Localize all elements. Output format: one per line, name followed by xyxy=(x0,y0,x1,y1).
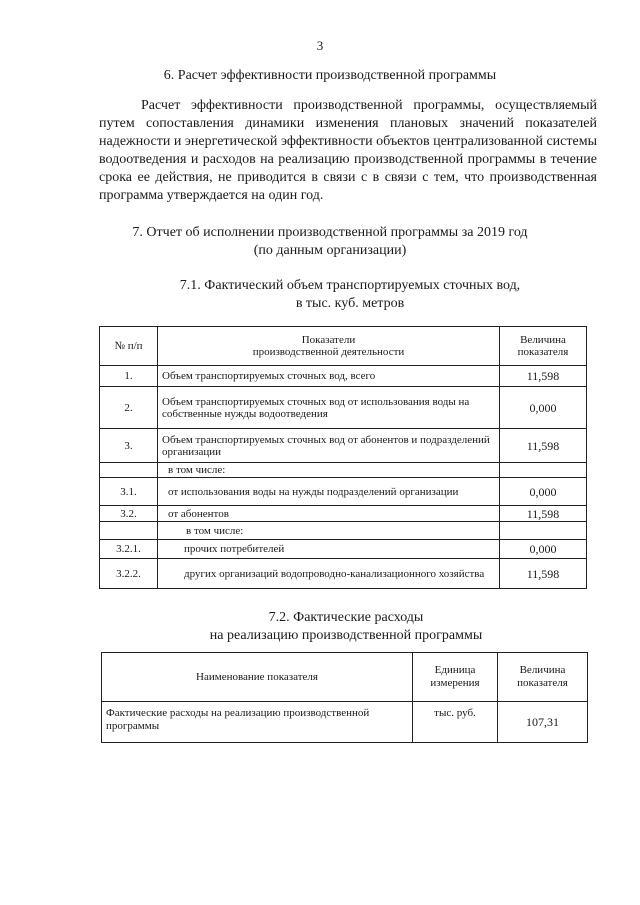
row-text: от абонентов xyxy=(158,506,500,522)
row-text: от использования воды на нужды подразделений организации xyxy=(158,478,500,506)
header-num: № п/п xyxy=(100,327,158,366)
row-value: 11,598 xyxy=(500,559,587,589)
section-7-2-title-line2: на реализацию производственной программы xyxy=(209,628,483,643)
table-row xyxy=(102,702,588,743)
section-7-title xyxy=(60,224,600,260)
row-unit: тыс. руб. xyxy=(413,702,498,743)
row-value: 11,598 xyxy=(500,506,587,522)
row-num: 1. xyxy=(100,366,158,387)
header-value-line2: показателя xyxy=(517,677,568,689)
row-num: 3.2. xyxy=(100,506,158,522)
table-row xyxy=(100,463,587,478)
table-row xyxy=(100,559,587,589)
section-7-2-title-line1: 7.2. Фактические расходы xyxy=(268,610,424,625)
header-unit xyxy=(413,653,498,702)
table-row xyxy=(100,429,587,463)
header-indicator-line2: производственной деятельности xyxy=(252,346,405,358)
row-value xyxy=(500,463,587,478)
section-7-1-title-line2: в тыс. куб. метров xyxy=(295,296,405,311)
row-num: 3. xyxy=(100,429,158,463)
table-header-row xyxy=(100,327,587,366)
section-6-title: 6. Расчет эффективности производственной программы xyxy=(163,68,497,83)
header-value-line2: показателя xyxy=(517,346,569,358)
row-name: Фактические расходы на реализацию производственной программы xyxy=(102,702,413,743)
section-7-2-title xyxy=(76,609,616,645)
header-value-line1: Величина xyxy=(520,334,566,346)
row-num xyxy=(100,522,158,540)
row-value: 107,31 xyxy=(498,702,588,743)
page-number: 3 xyxy=(316,38,324,53)
section-7-1-title xyxy=(80,277,620,313)
row-text: в том числе: xyxy=(158,522,500,540)
section-7-title-line1: 7. Отчет об исполнении производственной программы за 2019 год xyxy=(132,225,528,240)
row-value xyxy=(500,522,587,540)
row-num: 3.1. xyxy=(100,478,158,506)
header-value-line1: Величина xyxy=(519,664,566,676)
header-unit-line2: измерения xyxy=(430,677,480,689)
row-text: прочих потребителей xyxy=(158,540,500,559)
header-indicator xyxy=(158,327,500,366)
row-text: Объем транспортируемых сточных вод от использования воды на собственные нужды водоотведения xyxy=(158,387,500,429)
row-num: 3.2.2. xyxy=(100,559,158,589)
expenses-table xyxy=(101,652,588,743)
row-text: в том числе: xyxy=(158,463,500,478)
table-header-row xyxy=(102,653,588,702)
header-indicator-line1: Показатели xyxy=(301,334,356,346)
header-value xyxy=(500,327,587,366)
section-7-title-line2: (по данным организации) xyxy=(253,243,407,258)
section-7-1-title-line1: 7.1. Фактический объем транспортируемых сточных вод, xyxy=(179,278,521,293)
header-value xyxy=(498,653,588,702)
table-row xyxy=(100,506,587,522)
header-unit-line1: Единица xyxy=(434,664,476,676)
row-value: 11,598 xyxy=(500,429,587,463)
row-text: Объем транспортируемых сточных вод, всего xyxy=(158,366,500,387)
table-row xyxy=(100,522,587,540)
row-value: 0,000 xyxy=(500,387,587,429)
table-row xyxy=(100,478,587,506)
row-text: Объем транспортируемых сточных вод от абонентов и подразделений организации xyxy=(158,429,500,463)
row-num: 3.2.1. xyxy=(100,540,158,559)
table-row xyxy=(100,387,587,429)
row-num xyxy=(100,463,158,478)
table-row xyxy=(100,366,587,387)
row-text: других организаций водопроводно-канализационного хозяйства xyxy=(158,559,500,589)
header-name: Наименование показателя xyxy=(102,653,413,702)
table-row xyxy=(100,540,587,559)
wastewater-volume-table xyxy=(99,326,587,589)
row-num: 2. xyxy=(100,387,158,429)
row-value: 11,598 xyxy=(500,366,587,387)
row-value: 0,000 xyxy=(500,540,587,559)
row-value: 0,000 xyxy=(500,478,587,506)
section-6-paragraph: Расчет эффективности производственной программы, осуществляемый путем сопоставления динамики изменения плановых значений показателей надежности и энергетической эффективности объектов централизованной системы водоотведения и расходов на реализацию производственной программы в течение срока ее действия, не приводится в связи с в связи с тем, что производственная программа утверждается на один год. xyxy=(99,98,597,203)
